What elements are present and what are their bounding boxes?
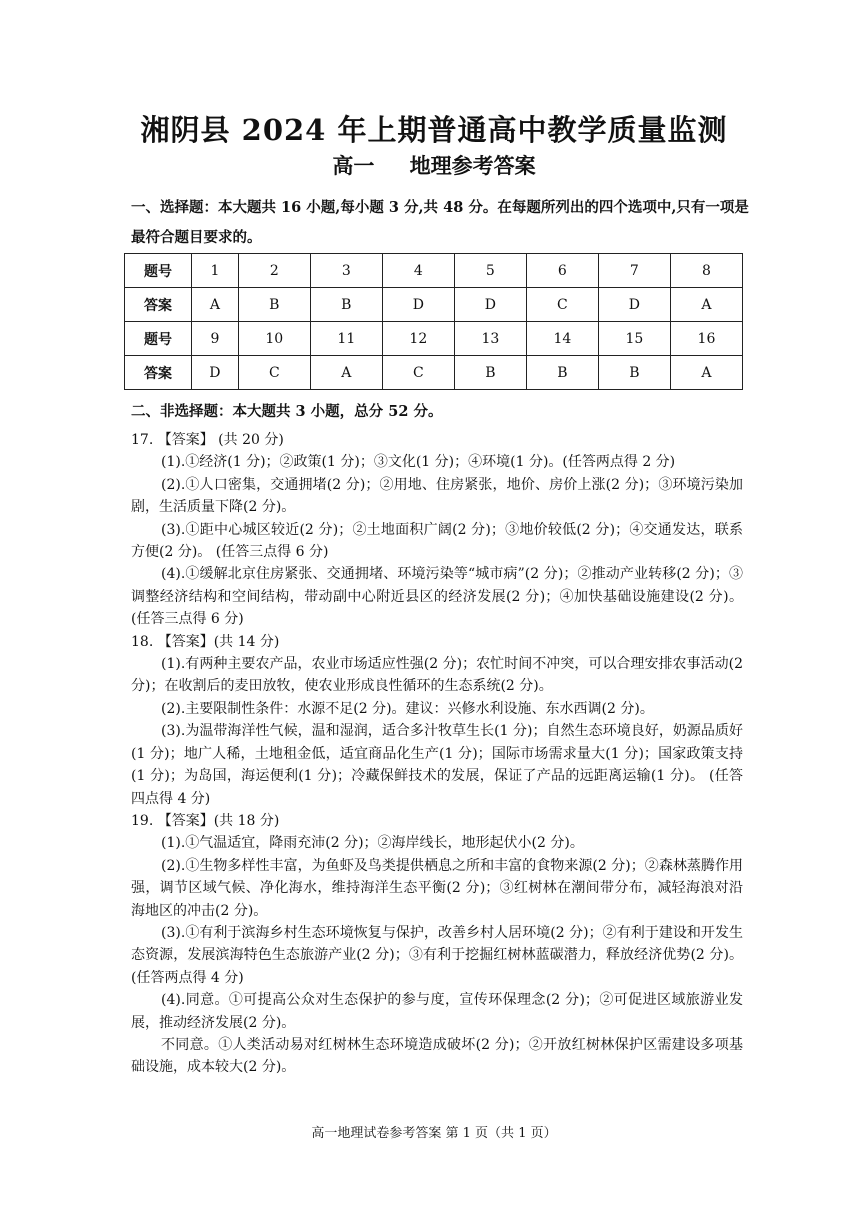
question-number: 13	[454, 322, 526, 356]
answer-paragraph: (3).①有利于滨海乡村生态环境恢复与保护，改善乡村人居环境(2 分)；②有利于建设和开发生态资源，发展滨海特色生态旅游产业(2 分)；③有利于挖掘红树林蓝碳潜力，释放经济优势(2 分)。(任答两点得 4 分)	[131, 924, 743, 986]
question-number: 7	[598, 254, 670, 288]
question-number: 5	[454, 254, 526, 288]
question-number: 4	[382, 254, 454, 288]
answer-cell: B	[598, 356, 670, 390]
row-label-question: 题号	[125, 254, 192, 288]
question-number: 1	[192, 254, 239, 288]
question-number: 2	[238, 254, 310, 288]
row-label-question: 题号	[125, 322, 192, 356]
answer-cell: C	[526, 288, 598, 322]
question-number: 12	[382, 322, 454, 356]
answer-paragraph: (2).①人口密集，交通拥堵(2 分)；②用地、住房紧张，地价、房价上涨(2 分)；③环境污染加剧，生活质量下降(2 分)。	[131, 476, 743, 516]
answer-paragraph: (2).①生物多样性丰富，为鱼虾及鸟类提供栖息之所和丰富的食物来源(2 分)；②森林蒸腾作用强，调节区域气候、净化海水，维持海洋生态平衡(2 分)；③红树林在潮间带分布，减轻海浪对沿海地区的冲击(2 分)。	[131, 857, 743, 919]
question-number: 11	[310, 322, 382, 356]
question-number: 8	[670, 254, 742, 288]
question-number: 6	[526, 254, 598, 288]
answer-paragraph: 不同意。①人类活动易对红树林生态环境造成破坏(2 分)；②开放红树林保护区需建设多项基础设施，成本较大(2 分)。	[131, 1036, 743, 1076]
answer-paragraph: (3).①距中心城区较近(2 分)；②土地面积广阔(2 分)；③地价较低(2 分)；④交通发达，联系方便(2 分)。 (任答三点得 6 分)	[131, 521, 743, 561]
answer-paragraph: (4).同意。①可提高公众对生态保护的参与度，宣传环保理念(2 分)；②可促进区域旅游业发展，推动经济发展(2 分)。	[131, 992, 743, 1031]
question-number: 14	[526, 322, 598, 356]
document-title: 湘阴县 2024 年上期普通高中教学质量监测	[140, 113, 728, 147]
document-subtitle: 高一 地理参考答案	[332, 153, 536, 178]
answer-paragraph: (1).有两种主要农产品，农业市场适应性强(2 分)；农忙时间不冲突，可以合理安排农事活动(2 分)；在收割后的麦田放牧，使农业形成良性循环的生态系统(2 分)。	[131, 656, 743, 695]
multiple-choice-answer-table	[124, 253, 743, 390]
question-19-heading: 19. 【答案】(共 18 分)	[131, 812, 280, 829]
section-2-heading: 二、非选择题：本大题共 3 小题，总分 52 分。	[131, 403, 443, 420]
answer-cell: A	[310, 356, 382, 390]
question-18-heading: 18. 【答案】(共 14 分)	[131, 633, 280, 650]
answer-cell: B	[238, 288, 310, 322]
question-number: 10	[238, 322, 310, 356]
answer-cell: A	[192, 288, 239, 322]
answer-paragraph: (1).①气温适宜，降雨充沛(2 分)；②海岸线长，地形起伏小(2 分)。	[161, 835, 584, 852]
question-number: 9	[192, 322, 239, 356]
answer-cell: B	[310, 288, 382, 322]
answer-cell: D	[192, 356, 239, 390]
table-row	[125, 322, 743, 356]
answer-cell: D	[598, 288, 670, 322]
question-17-heading: 17. 【答案】 (共 20 分)	[131, 432, 284, 448]
answer-paragraph: (2).主要限制性条件：水源不足(2 分)。建议：兴修水利设施、东水西调(2 分)。	[161, 700, 654, 717]
answer-paragraph: (4).①缓解北京住房紧张、交通拥堵、环境污染等“城市病”(2 分)；②推动产业转移(2 分)；③调整经济结构和空间结构，带动副中心附近县区的经济发展(2 分)；④加快基础设施建设(2 分)。 (任答三点得 6 分)	[131, 566, 743, 628]
answer-cell: B	[454, 356, 526, 390]
question-number: 15	[598, 322, 670, 356]
answer-paragraph: (3).为温带海洋性气候，温和湿润，适合多汁牧草生长(1 分)；自然生态环境良好，奶源品质好(1 分)；地广人稀，土地租金低，适宜商品化生产(1 分)；国际市场需求量大(1 分)；国家政策支持(1 分)；为岛国，海运便利(1 分)；冷藏保鲜技术的发展，保证了产品的远距离运输(1 分)。 (任答四点得 4 分)	[131, 723, 743, 807]
answer-cell: B	[526, 356, 598, 390]
row-label-answer: 答案	[125, 288, 192, 322]
table-row	[125, 288, 743, 322]
answer-cell: A	[670, 288, 742, 322]
answer-cell: D	[454, 288, 526, 322]
table-row	[125, 254, 743, 288]
answer-cell: C	[382, 356, 454, 390]
question-number: 3	[310, 254, 382, 288]
answer-body	[131, 429, 743, 1079]
answer-cell: A	[670, 356, 742, 390]
table-row	[125, 356, 743, 390]
question-number: 16	[670, 322, 742, 356]
row-label-answer: 答案	[125, 356, 192, 390]
answer-paragraph: (1).①经济(1 分)；②政策(1 分)；③文化(1 分)；④环境(1 分)。(任答两点得 2 分)	[161, 454, 676, 471]
answer-cell: D	[382, 288, 454, 322]
answer-cell: C	[238, 356, 310, 390]
page-footer: 高一地理试卷参考答案 第 1 页（共 1 页）	[311, 1126, 557, 1141]
section-1-heading: 一、选择题：本大题共 16 小题,每小题 3 分,共 48 分。在每题所列出的四个选项中,只有一项是最符合题目要求的。	[131, 199, 749, 246]
